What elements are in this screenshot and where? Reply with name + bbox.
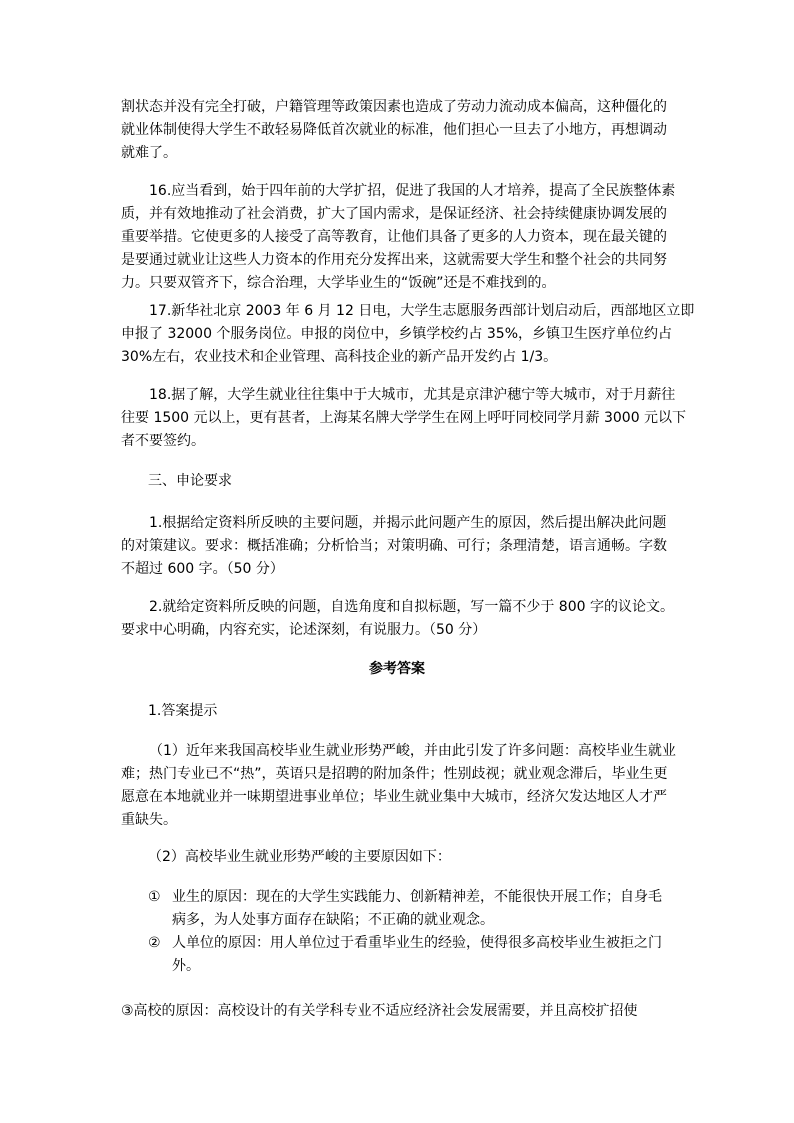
text-line: 的对策建议。要求：概括准确；分析恰当；对策明确、可行；条理清楚，语言通畅。字数: [121, 538, 667, 554]
paragraph-intro: [121, 96, 673, 165]
text-line: 17.新华社北京 2003 年 6 月 12 日电，大学生志愿服务西部计划启动后，西部地区立即: [149, 303, 695, 319]
text-line: 难；热门专业已不“热”，英语只是招聘的附加条件；性别歧视；就业观念滞后，毕业生更: [121, 766, 668, 782]
text-line: 外。: [172, 958, 200, 974]
text-line: 质，并有效地推动了社会消费，扩大了国内需求，是保证经济、社会持续健康协调发展的: [121, 206, 667, 222]
text-line: 往要 1500 元以上，更有甚者，上海某名牌大学学生在网上呼吁同校同学月薪 3000 元以下: [121, 410, 687, 426]
paragraph-17: [121, 300, 695, 369]
answer-point-2: （2）高校毕业生就业形势严峻的主要原因如下：: [148, 849, 451, 865]
answer-title: 参考答案: [369, 661, 425, 677]
text-line: ③高校的原因：高校设计的有关学科专业不适应经济社会发展需要，并且高校扩招使: [121, 1003, 638, 1019]
text-line: 18.据了解，大学生就业往往集中于大城市，尤其是京津沪穗宁等大城市，对于月薪往: [149, 387, 676, 403]
text-line: 要求中心明确，内容充实，论述深刻，有说服力。（50 分）: [121, 622, 487, 638]
text-line: 申报了 32000 个服务岗位。申报的岗位中，乡镇学校约占 35%，乡镇卫生医疗单位约占: [121, 326, 673, 342]
text-line: 就业体制使得大学生不敢轻易降低首次就业的标准，他们担心一旦去了小地方，再想调动: [121, 122, 667, 138]
paragraph-18: [121, 384, 687, 453]
text-line: 是要通过就业让这些人力资本的作用充分发挥出来，这就需要大学生和整个社会的共同努: [121, 252, 667, 268]
paragraph-16: [121, 180, 676, 295]
answer-hint: 1.答案提示: [148, 703, 218, 719]
text-line: 1.根据给定资料所反映的主要问题，并揭示此问题产生的原因，然后提出解决此问题: [149, 515, 667, 531]
answer-point-1: [121, 740, 676, 832]
text-line: 就难了。: [121, 145, 177, 161]
text-line: 不超过 600 字。（50 分）: [121, 561, 284, 577]
text-line: （1）近年来我国高校毕业生就业形势严峻，并由此引发了许多问题：高校毕业生就业: [149, 743, 676, 759]
text-line: 力。只要双管齐下，综合治理，大学毕业生的“饭碗”还是不难找到的。: [121, 275, 556, 291]
text-line: 2.就给定资料所反映的问题，自选角度和自拟标题，写一篇不少于 800 字的议论文。: [149, 599, 674, 615]
list-marker: ①: [148, 889, 161, 905]
text-line: 人单位的原因：用人单位过于看重毕业生的经验，使得很多高校毕业生被拒之门: [172, 935, 662, 951]
text-line: 重要举措。它使更多的人接受了高等教育，让他们具备了更多的人力资本，现在最关键的: [121, 229, 667, 245]
text-line: 重缺失。: [121, 812, 177, 828]
text-line: 30%左右，农业技术和企业管理、高科技企业的新产品开发约占 1/3。: [121, 349, 558, 365]
text-line: 者不要签约。: [121, 433, 205, 449]
list-marker: ②: [148, 935, 161, 951]
text-line: 割状态并没有完全打破，户籍管理等政策因素也造成了劳动力流动成本偏高，这种僵化的: [121, 99, 667, 115]
text-line: 16.应当看到，始于四年前的大学扩招，促进了我国的人才培养，提高了全民族整体素: [149, 183, 676, 199]
requirement-1: [121, 512, 673, 581]
section-heading: 三、申论要求: [148, 473, 232, 489]
text-line: 愿意在本地就业并一味期望进事业单位；毕业生就业集中大城市，经济欠发达地区人才严: [121, 789, 667, 805]
cause-item-3: [121, 1000, 673, 1023]
text-line: 病多，为人处事方面存在缺陷；不正确的就业观念。: [172, 912, 494, 928]
requirement-2: [121, 596, 673, 642]
text-line: 业生的原因：现在的大学生实践能力、创新精神差，不能很快开展工作；自身毛: [172, 889, 662, 905]
